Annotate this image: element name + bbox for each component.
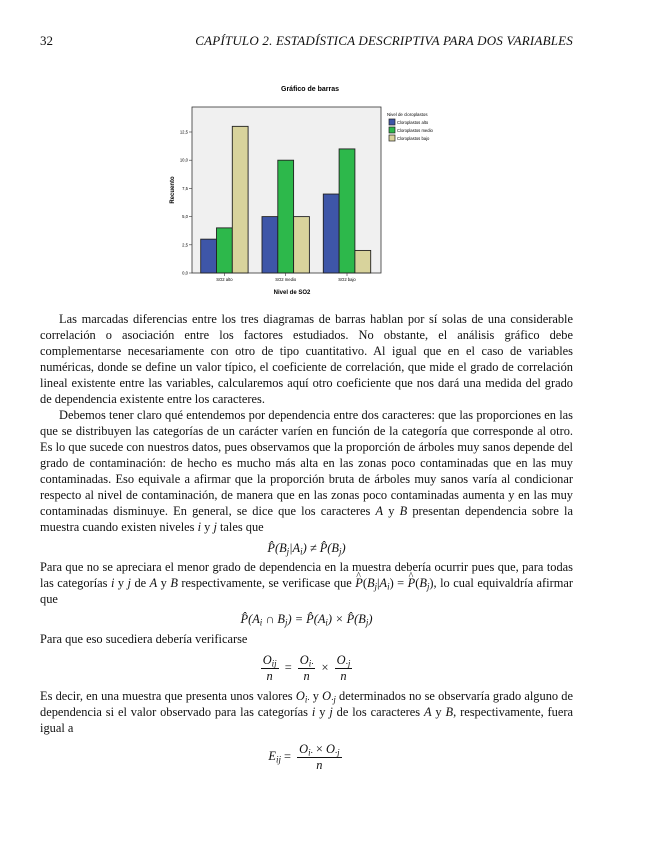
fraction xyxy=(335,653,353,684)
text-run: Las marcadas diferencias entre los tres diagramas de barras hablan por sí solas de una considerable correlación o asociación entre los factores estudiados. No obstante, el análisis gráfico debe complementarse necesariamente con otro de tipo cuantitativo. Al igual que en el caso de variables numéricas, donde se define un valor típico, el coeficiente de correlación, que mide el grado de correlación lineal existente entre las variables, calcularemos aquí otro coeficiente que nos dará una medida del grado de dependencia existente entre los caracteres. xyxy=(40,312,573,406)
paragraph xyxy=(40,631,573,647)
text-run: respectivamente, se verificase que xyxy=(177,576,356,590)
numerator-expression xyxy=(299,742,340,756)
subscript: i xyxy=(259,617,263,628)
bar-cloroplastos-bajo xyxy=(355,250,371,273)
math-variable: $A_i$ xyxy=(379,576,390,592)
math-variable: $O_{i\cdot}$ xyxy=(295,689,310,705)
equation-text: ) = P̂(A xyxy=(287,612,326,626)
legend-title: Nivel de cloroplastos xyxy=(387,112,428,117)
subscript: ·j xyxy=(345,658,351,669)
math-variable: j xyxy=(329,705,333,719)
bar-cloroplastos-bajo xyxy=(232,126,248,273)
bar-cloroplastos-alto xyxy=(323,194,339,273)
text-run: y xyxy=(309,689,323,703)
numerator xyxy=(297,742,342,758)
math-variable: $O_{\cdot j}$ xyxy=(336,653,351,669)
bar-chart xyxy=(160,75,480,300)
bar-cloroplastos-alto xyxy=(262,217,278,273)
display-equation xyxy=(40,653,573,684)
subscript: j xyxy=(365,617,369,628)
legend-swatch xyxy=(389,135,395,141)
text-run: , respectivamente, fuera igual a xyxy=(40,705,573,735)
subscript: ij xyxy=(275,755,281,766)
text-run: y xyxy=(157,576,171,590)
math-variable: i xyxy=(110,576,115,590)
equation-text: P̂(A xyxy=(240,612,260,626)
times-sign: × xyxy=(318,660,332,675)
x-tick-label: SO2 alto xyxy=(216,277,233,282)
math-variable: $B_j$ xyxy=(366,576,378,592)
subscript: i xyxy=(387,581,390,592)
page-number: 32 xyxy=(40,33,53,48)
y-tick-label: 5,0 xyxy=(182,214,188,220)
text-run: ( xyxy=(362,576,367,590)
subscript: ·j xyxy=(334,747,340,758)
text-run: presentan dependencia sobre la muestra cuando existen niveles xyxy=(40,504,573,534)
subscript: j xyxy=(374,581,378,592)
text-run: Para que no se apreciara el menor grado de dependencia en la muestra debería ocurrir pues que, para todas las categorías xyxy=(40,560,573,590)
math-hat-symbol: ^ P xyxy=(355,575,363,591)
text-run: Para que eso sucediera debería verificarse xyxy=(40,632,248,646)
equation-text: ) ≠ P̂(B xyxy=(302,541,339,555)
bar-cloroplastos-medio xyxy=(278,160,294,273)
subscript: i· xyxy=(308,747,313,758)
equals-sign: = xyxy=(280,749,295,764)
math-variable: $O_{i\cdot}$ xyxy=(299,742,313,758)
subscript: ij xyxy=(271,658,277,669)
text-run: de los caracteres xyxy=(332,705,424,719)
subscript: j xyxy=(284,617,288,628)
denominator: n xyxy=(303,669,310,683)
text-run: ), lo cual equivaldría afirmar que xyxy=(40,576,573,606)
display-equation xyxy=(40,742,573,773)
paragraph xyxy=(40,311,573,407)
bar-cloroplastos-alto xyxy=(201,239,217,273)
fraction xyxy=(261,653,279,684)
equation-text: ) xyxy=(341,541,346,555)
math-variable: B xyxy=(445,705,454,719)
legend-item: Cloroplastos medio xyxy=(397,128,433,133)
denominator: n xyxy=(316,758,323,772)
y-tick-label: 2,5 xyxy=(182,242,188,248)
text-run: ) = xyxy=(389,576,408,590)
math-variable: A xyxy=(149,576,158,590)
bar-cloroplastos-bajo xyxy=(294,217,310,273)
math-variable: $O_{\cdot j}$ xyxy=(322,689,336,705)
times-sign: × xyxy=(312,742,326,756)
math-variable: i xyxy=(311,705,316,719)
text-run: y xyxy=(201,520,214,534)
math-variable: j xyxy=(127,576,131,590)
display-equation xyxy=(40,611,573,627)
math-variable: j xyxy=(213,520,217,534)
y-tick-label: 10,0 xyxy=(179,157,188,163)
body-text xyxy=(40,311,573,779)
display-equation xyxy=(40,540,573,556)
math-variable: A xyxy=(375,504,384,518)
subscript: j xyxy=(338,546,342,557)
subscript: ·j xyxy=(331,694,336,705)
equation-text: P̂(B xyxy=(267,541,287,555)
bar-cloroplastos-medio xyxy=(217,228,233,273)
math-variable: B xyxy=(399,504,408,518)
chart-title: Gráfico de barras xyxy=(281,86,339,93)
text-run: ( xyxy=(415,576,420,590)
y-tick-label: 7,5 xyxy=(182,185,188,191)
subscript: j xyxy=(286,546,290,557)
y-axis-label: Recuento xyxy=(170,176,176,204)
equation-text: ∩ B xyxy=(262,612,285,626)
numerator xyxy=(298,653,316,669)
y-tick-label: 12,5 xyxy=(179,129,188,135)
math-variable: B xyxy=(170,576,178,590)
text-run: | xyxy=(377,576,380,590)
text-run: y xyxy=(383,504,400,518)
equals-sign: = xyxy=(281,660,295,675)
paragraph xyxy=(40,688,573,736)
legend-swatch xyxy=(389,119,395,125)
subscript: i xyxy=(300,546,303,557)
math-variable: A xyxy=(423,705,432,719)
math-variable: $O_{ij}$ xyxy=(262,653,277,669)
text-run: y xyxy=(431,705,446,719)
text-run: y xyxy=(315,705,330,719)
equation-text: ) × P̂(B xyxy=(327,612,366,626)
denominator: n xyxy=(340,669,347,683)
text-run: tales que xyxy=(216,520,264,534)
subscript: i· xyxy=(304,694,310,705)
chapter-title: CAPÍTULO 2. ESTADÍSTICA DESCRIPTIVA PARA DOS VARIABLES xyxy=(195,33,573,48)
legend-swatch xyxy=(389,127,395,133)
numerator xyxy=(261,653,279,669)
x-tick-label: SO2 medio xyxy=(275,277,297,282)
math-variable: $O_{\cdot j}$ xyxy=(325,742,340,758)
equation-text: |A xyxy=(289,541,301,555)
subscript: i· xyxy=(308,658,314,669)
x-axis-label: Nivel de SO2 xyxy=(273,290,311,296)
math-variable: $E_{ij}$ xyxy=(268,749,281,766)
subscript: j xyxy=(426,581,430,592)
legend-item: Cloroplastos alto xyxy=(397,120,429,125)
text-run: determinados no se observaría grado alguno de dependencia si el valor observado para las categorías xyxy=(40,689,573,719)
text-run: y xyxy=(114,576,128,590)
y-tick-label: 0,0 xyxy=(182,270,188,276)
fraction xyxy=(297,742,342,773)
math-variable: i xyxy=(197,520,202,534)
math-variable: $O_{i\cdot}$ xyxy=(299,653,314,669)
math-hat-symbol: ^ P xyxy=(408,575,416,591)
math-variable: $B_j$ xyxy=(419,576,430,592)
text-run: de xyxy=(130,576,150,590)
legend-item: Cloroplastos bajo xyxy=(397,136,430,141)
x-tick-label: SO2 bajo xyxy=(338,277,356,282)
equation-text: ) xyxy=(368,612,373,626)
denominator: n xyxy=(266,669,273,683)
subscript: i xyxy=(325,617,328,628)
paragraph xyxy=(40,559,573,607)
text-run: Es decir, en una muestra que presenta unos valores xyxy=(40,689,296,703)
bar-cloroplastos-medio xyxy=(339,149,355,273)
paragraph xyxy=(40,407,573,535)
text-run: Debemos tener claro qué entendemos por dependencia entre dos caracteres: que las proporciones en las que se distribuyen las categorías de un carácter varíen en función de la categoría que corresponde al otro. Es lo que sucede con nuestros datos, pues observamos que la proporción de árboles muy sanos depende del grado de contaminación: de hecho es mucho más alta en las zonas poco contaminadas que en las muy contaminadas. Eso equivale a afirmar que la proporción bruta de árboles muy sanos varía al condicionar respecto al nivel de contaminación, de manera que en las zonas poco contaminadas aumenta y en las muy contaminadas disminuye. En general, se dice que los caracteres xyxy=(40,408,573,518)
numerator xyxy=(335,653,353,669)
fraction xyxy=(298,653,316,684)
